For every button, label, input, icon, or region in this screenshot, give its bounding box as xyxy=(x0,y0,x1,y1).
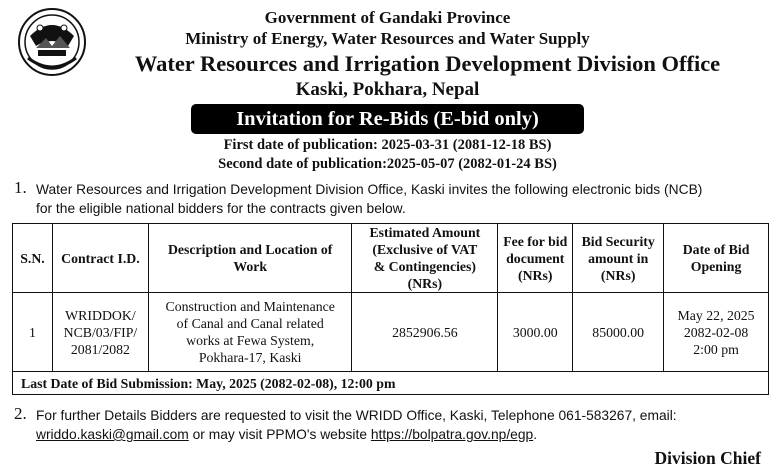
table-row xyxy=(13,293,769,372)
first-publication-date: First date of publication: 2025-03-31 (2081-12-18 BS) xyxy=(223,137,552,153)
ministry-title: Ministry of Energy, Water Resources and Water Supply xyxy=(185,29,590,48)
header-contract-id: Contract I.D. xyxy=(52,224,148,293)
para1-line1: Water Resources and Irrigation Development Division Office, Kaski invites the following electronic bids (NCB) xyxy=(36,182,703,197)
header-sn: S.N. xyxy=(13,224,53,293)
header-estimated-amount: Estimated Amount (Exclusive of VAT & Contingencies) (NRs) xyxy=(352,224,498,293)
cell-fee: 3000.00 xyxy=(498,293,573,372)
last-date-row xyxy=(13,372,769,395)
header-fee: Fee for bid document (NRs) xyxy=(498,224,573,293)
cell-bid-security: 85000.00 xyxy=(573,293,664,372)
para2-middle-text: or may visit PPMO's website xyxy=(188,427,371,442)
cell-contract-id: WRIDDOK/ NCB/03/FIP/ 2081/2082 xyxy=(52,293,148,372)
para1-line2: for the eligible national bidders for the contracts given below. xyxy=(36,201,406,216)
header-description: Description and Location of Work xyxy=(148,224,352,293)
ppmo-website-link[interactable]: https://bolpatra.gov.np/egp xyxy=(370,427,534,442)
table-header-row xyxy=(13,224,769,293)
para2-line1: For further Details Bidders are requested to visit the WRIDD Office, Kaski, Telephone 061-583267, email: xyxy=(36,408,677,423)
para2-end-text: . xyxy=(533,427,538,442)
header-opening-date: Date of Bid Opening xyxy=(664,224,769,293)
para2-line2 xyxy=(36,425,537,444)
signature-division-chief: Division Chief xyxy=(654,448,761,468)
cell-estimated-amount: 2852906.56 xyxy=(352,293,498,372)
invitation-banner: Invitation for Re-Bids (E-bid only) xyxy=(191,104,584,134)
office-location: Kaski, Pokhara, Nepal xyxy=(295,79,480,100)
email-link[interactable]: wriddo.kaski@gmail.com xyxy=(36,427,189,442)
bids-table xyxy=(12,223,769,395)
cell-description: Construction and Maintenance of Canal and Canal related works at Fewa System, Pokhara-17, Kaski xyxy=(148,293,352,372)
para2-number: 2. xyxy=(14,404,27,423)
last-date-submission: Last Date of Bid Submission: May, 2025 (2082-02-08), 12:00 pm xyxy=(13,372,769,395)
header-bid-security: Bid Security amount in (NRs) xyxy=(573,224,664,293)
para1-number: 1. xyxy=(14,178,27,197)
cell-sn: 1 xyxy=(13,293,53,372)
office-title: Water Resources and Irrigation Development Division Office xyxy=(134,51,721,76)
second-publication-date: Second date of publication:2025-05-07 (2082-01-24 BS) xyxy=(218,156,557,172)
cell-opening-date: May 22, 2025 2082-02-08 2:00 pm xyxy=(664,293,769,372)
government-title: Government of Gandaki Province xyxy=(264,8,511,27)
